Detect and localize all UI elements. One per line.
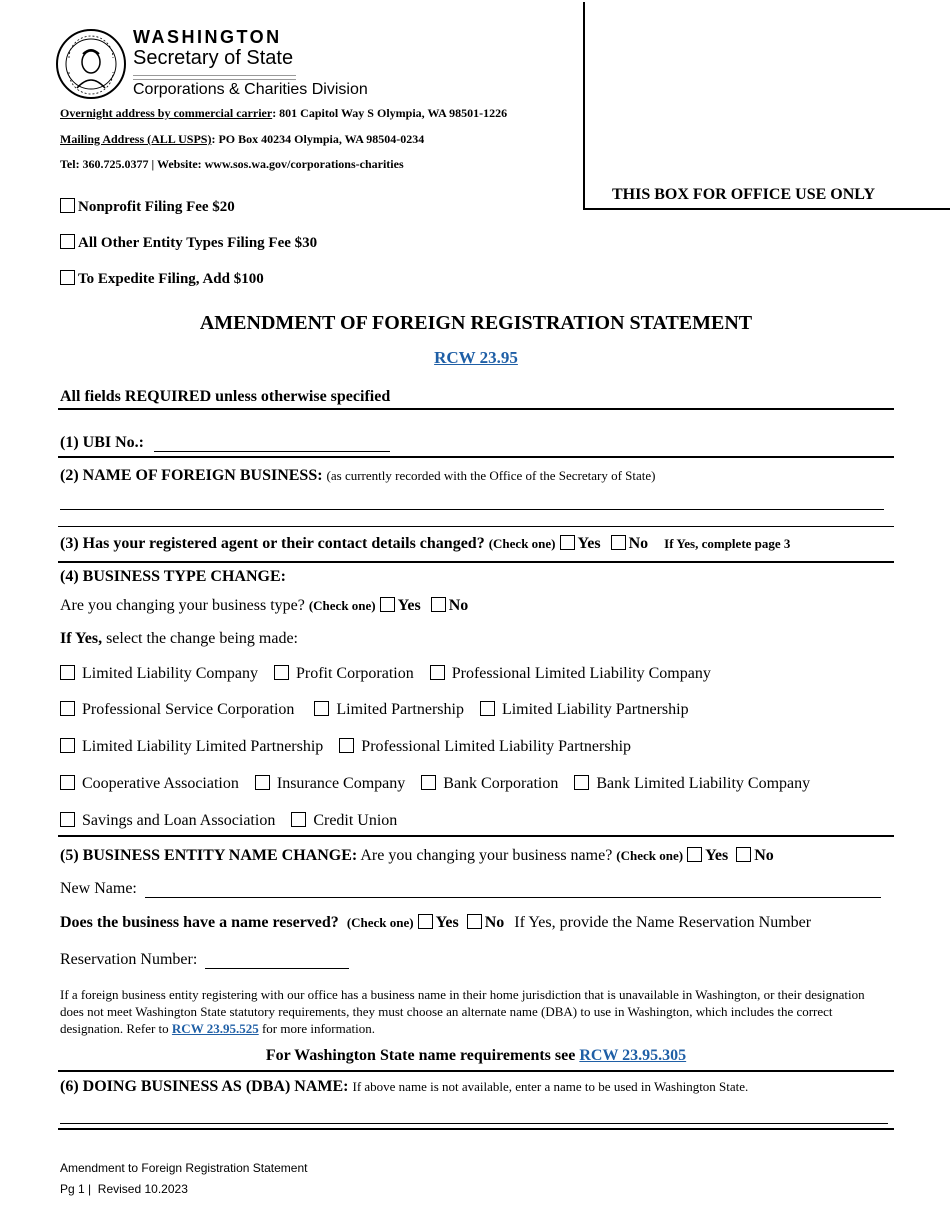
divider xyxy=(58,1128,894,1130)
rcw-link[interactable]: RCW 23.95 xyxy=(434,348,518,367)
fee-nonprofit: Nonprofit Filing Fee $20 xyxy=(60,198,235,216)
new-name-input[interactable] xyxy=(145,881,881,898)
type-option-checkbox[interactable] xyxy=(291,812,306,827)
rcw-525-link[interactable]: RCW 23.95.525 xyxy=(171,1021,259,1036)
business-name-row: (2) NAME OF FOREIGN BUSINESS: (as currently recorded with the Office of the Secretary of State) xyxy=(60,467,656,484)
fee-other-checkbox[interactable] xyxy=(60,234,75,249)
divider xyxy=(58,526,894,527)
business-name-input[interactable] xyxy=(60,508,884,510)
name-change-yes-checkbox[interactable] xyxy=(687,847,702,862)
divider xyxy=(58,835,894,837)
type-option-checkbox[interactable] xyxy=(60,775,75,790)
mailing-address: Mailing Address (ALL USPS): PO Box 40234 Olympia, WA 98504-0234 xyxy=(60,132,425,146)
overnight-address: Overnight address by commercial carrier: 801 Capitol Way S Olympia, WA 98501-1226 xyxy=(60,106,508,120)
ubi-input[interactable] xyxy=(154,433,390,452)
type-option[interactable]: Cooperative Association xyxy=(60,775,239,792)
business-type-instruction: If Yes, select the change being made: xyxy=(60,630,298,647)
type-option-checkbox[interactable] xyxy=(60,701,75,716)
office-use-box xyxy=(583,2,950,210)
type-option[interactable]: Limited Partnership xyxy=(314,701,464,718)
reserved-yes-checkbox[interactable] xyxy=(418,914,433,929)
fee-expedite-checkbox[interactable] xyxy=(60,270,75,285)
type-option-checkbox[interactable] xyxy=(421,775,436,790)
divider xyxy=(58,456,894,458)
type-option-checkbox[interactable] xyxy=(339,738,354,753)
type-option[interactable]: Limited Liability Company xyxy=(60,665,258,682)
type-option[interactable]: Limited Liability Partnership xyxy=(480,701,689,718)
form-title: AMENDMENT OF FOREIGN REGISTRATION STATEMENT xyxy=(199,312,753,334)
type-yes-checkbox[interactable] xyxy=(380,597,395,612)
type-option[interactable]: Professional Service Corporation xyxy=(60,701,294,718)
footer-page: Pg 1 | Revised 10.2023 xyxy=(60,1182,188,1196)
dba-explanation: If a foreign business entity registering with our office has a business name in their home jurisdiction that is unavailable in Washington, or their designation does not meet Washington State statutory requirements, they must choose an alternate name (DBA) to use in Washington, which includes the correct designation. Refer to RCW 23.95.525 for more information. xyxy=(60,987,865,1036)
dba-row: (6) DOING BUSINESS AS (DBA) NAME: If above name is not available, enter a name to be used in Washington State. xyxy=(60,1078,749,1095)
dba-input[interactable] xyxy=(60,1122,888,1124)
type-no-checkbox[interactable] xyxy=(431,597,446,612)
agent-yes-checkbox[interactable] xyxy=(560,535,575,550)
divider xyxy=(58,408,894,410)
type-option[interactable]: Bank Corporation xyxy=(421,775,558,792)
type-option-checkbox[interactable] xyxy=(60,738,75,753)
reservation-number-input[interactable] xyxy=(205,952,349,969)
type-option[interactable]: Profit Corporation xyxy=(274,665,414,682)
type-options-row xyxy=(60,775,822,793)
type-options-row xyxy=(60,701,701,719)
contact-info: Tel: 360.725.0377 | Website: www.sos.wa.gov/corporations-charities xyxy=(60,157,404,171)
divider xyxy=(58,1070,894,1072)
name-change-no-checkbox[interactable] xyxy=(736,847,751,862)
type-options-row xyxy=(60,738,643,756)
fee-expedite: To Expedite Filing, Add $100 xyxy=(60,270,264,288)
org-office: Secretary of State xyxy=(133,47,294,69)
type-options-row xyxy=(60,665,723,683)
org-name: WASHINGTON xyxy=(133,27,282,47)
agent-no-checkbox[interactable] xyxy=(611,535,626,550)
ubi-row: (1) UBI No.: xyxy=(60,433,390,452)
name-change-row: (5) BUSINESS ENTITY NAME CHANGE: Are you changing your business name? (Check one) Yes No xyxy=(60,847,774,864)
type-option[interactable]: Savings and Loan Association xyxy=(60,812,275,829)
division-name: Corporations & Charities Division xyxy=(133,81,368,98)
type-option[interactable]: Professional Limited Liability Partnership xyxy=(339,738,631,755)
rcw-link-wrap xyxy=(0,348,950,368)
type-option[interactable]: Bank Limited Liability Company xyxy=(574,775,810,792)
rcw-305-link[interactable]: RCW 23.95.305 xyxy=(579,1047,687,1064)
type-option[interactable]: Professional Limited Liability Company xyxy=(430,665,711,682)
type-option-checkbox[interactable] xyxy=(480,701,495,716)
logo-rule xyxy=(133,75,296,80)
seal-icon xyxy=(55,28,127,100)
fee-other: All Other Entity Types Filing Fee $30 xyxy=(60,234,317,252)
reserved-no-checkbox[interactable] xyxy=(467,914,482,929)
office-use-label: THIS BOX FOR OFFICE USE ONLY xyxy=(612,186,876,203)
name-requirements: For Washington State name requirements see RCW 23.95.305 xyxy=(265,1047,687,1064)
type-option-checkbox[interactable] xyxy=(314,701,329,716)
type-option-checkbox[interactable] xyxy=(430,665,445,680)
business-type-label: (4) BUSINESS TYPE CHANGE: xyxy=(60,568,286,585)
fee-nonprofit-checkbox[interactable] xyxy=(60,198,75,213)
required-note: All fields REQUIRED unless otherwise specified xyxy=(60,388,391,405)
state-seal xyxy=(55,28,127,100)
business-type-question: Are you changing your business type? (Check one) Yes No xyxy=(60,597,469,614)
agent-change-row: (3) Has your registered agent or their contact details changed? (Check one) Yes No If Yes, complete page 3 xyxy=(60,535,791,552)
type-option-checkbox[interactable] xyxy=(574,775,589,790)
type-option-checkbox[interactable] xyxy=(255,775,270,790)
new-name-row: New Name: xyxy=(60,880,881,898)
type-option[interactable]: Limited Liability Limited Partnership xyxy=(60,738,323,755)
name-reserved-row: Does the business have a name reserved? (Check one) Yes No If Yes, provide the Name Reservation Number xyxy=(60,914,812,931)
type-option-checkbox[interactable] xyxy=(60,812,75,827)
type-options-row xyxy=(60,812,409,830)
type-option[interactable]: Credit Union xyxy=(291,812,397,829)
footer-title: Amendment to Foreign Registration Statement xyxy=(60,1161,308,1175)
divider xyxy=(58,561,894,563)
type-option-checkbox[interactable] xyxy=(274,665,289,680)
type-option[interactable]: Insurance Company xyxy=(255,775,405,792)
type-option-checkbox[interactable] xyxy=(60,665,75,680)
reservation-number-row: Reservation Number: xyxy=(60,951,349,969)
